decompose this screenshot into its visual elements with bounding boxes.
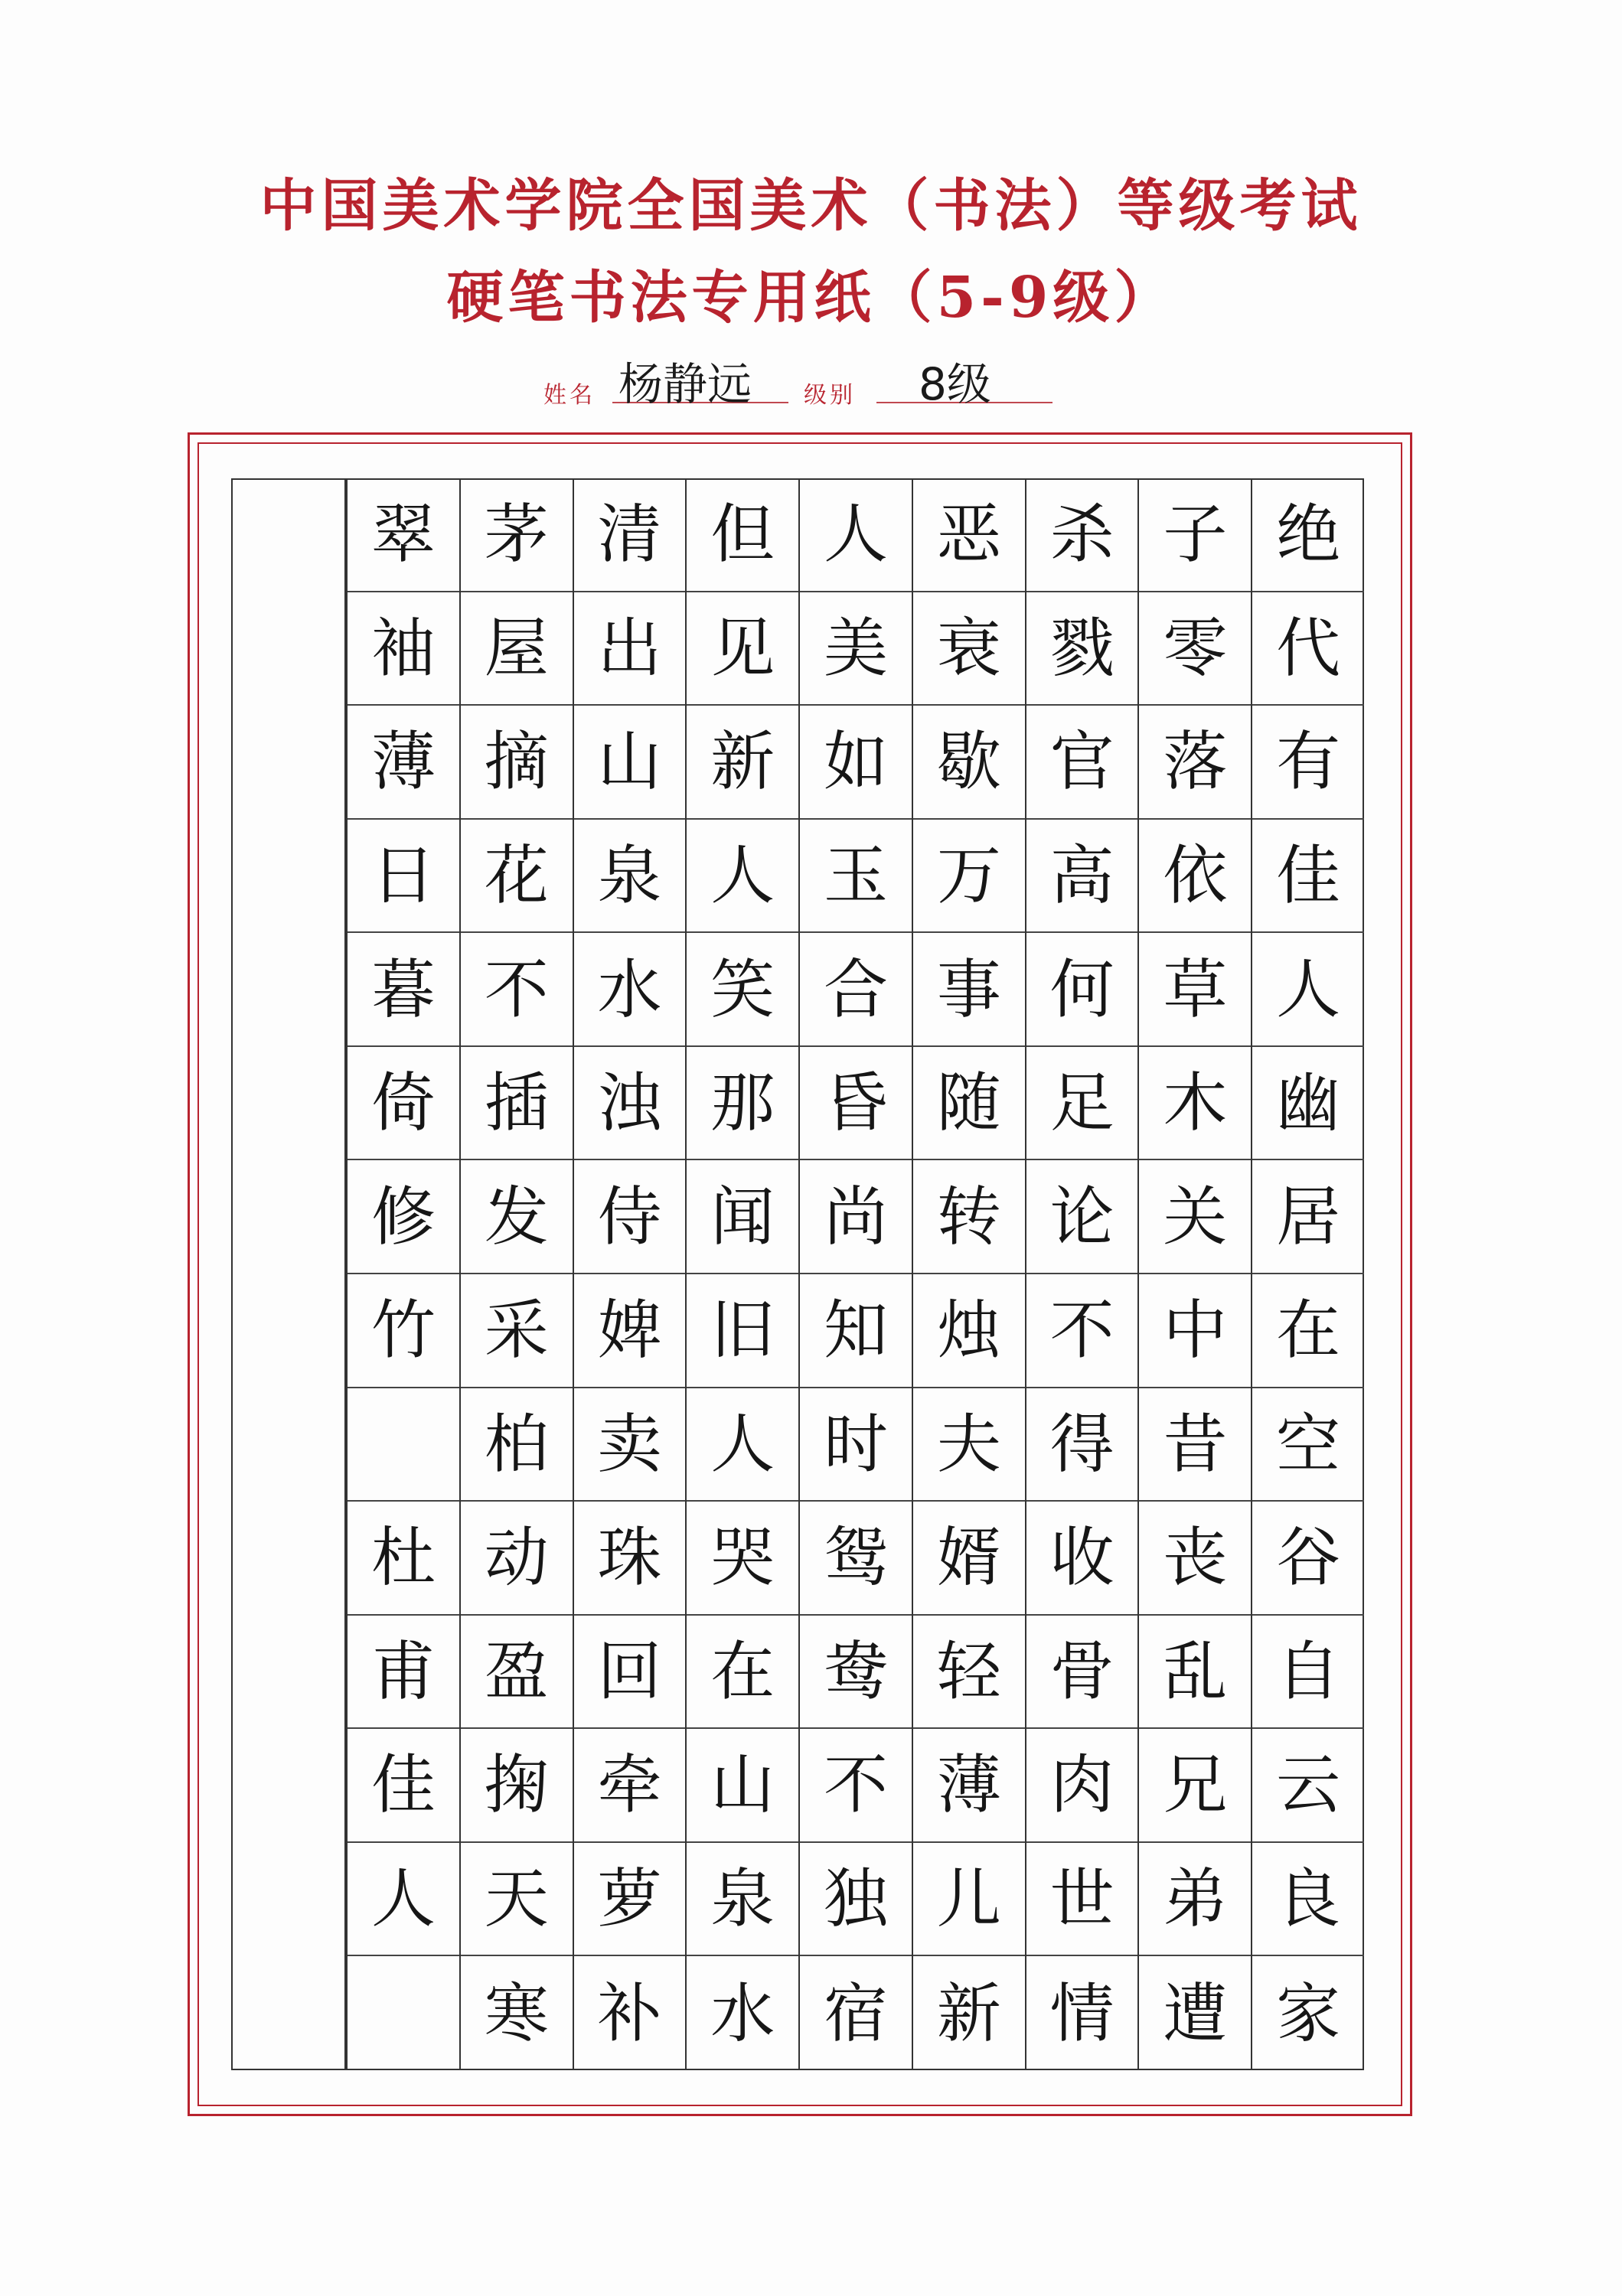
grid-column xyxy=(1025,478,1138,2070)
grid-cell: 佳 xyxy=(348,1729,459,1843)
grid-cell: 发 xyxy=(461,1160,573,1274)
grid-cell: 人 xyxy=(800,478,912,592)
grid-cell: 摘 xyxy=(461,706,573,820)
grid-cell: 山 xyxy=(574,706,686,820)
level-value: 8级 xyxy=(919,358,991,410)
grid-cell: 珠 xyxy=(574,1502,686,1616)
grid-cell: 云 xyxy=(1252,1729,1364,1843)
grid-cell: 人 xyxy=(348,1843,459,1957)
grid-cell xyxy=(348,1388,459,1502)
grid-cell: 杜 xyxy=(348,1502,459,1616)
grid-cell: 戮 xyxy=(1026,592,1138,706)
grid-cell: 日 xyxy=(348,820,459,934)
grid-cell: 中 xyxy=(1139,1274,1251,1388)
grid-cell xyxy=(348,1956,459,2070)
grid-cell: 足 xyxy=(1026,1047,1138,1161)
grid-cell: 茅 xyxy=(461,478,573,592)
grid-cell: 人 xyxy=(1252,933,1364,1047)
grid-cell: 论 xyxy=(1026,1160,1138,1274)
grid-cell: 人 xyxy=(687,1388,798,1502)
grid-column xyxy=(1251,478,1364,2070)
name-value: 杨静远 xyxy=(618,358,752,410)
grid-cell: 薄 xyxy=(348,706,459,820)
grid-cell: 萝 xyxy=(574,1843,686,1957)
grid-cell: 代 xyxy=(1252,592,1364,706)
grid-cell: 子 xyxy=(1139,478,1251,592)
grid-cell: 居 xyxy=(1252,1160,1364,1274)
grid-cell: 何 xyxy=(1026,933,1138,1047)
grid-cell: 零 xyxy=(1139,592,1251,706)
grid-cell: 山 xyxy=(687,1729,798,1843)
grid-cell: 水 xyxy=(574,933,686,1047)
grid-cell: 婿 xyxy=(913,1502,1025,1616)
grid-cell: 独 xyxy=(800,1843,912,1957)
grid-cell: 收 xyxy=(1026,1502,1138,1616)
grid-cell: 家 xyxy=(1276,1975,1341,2051)
grid-cell: 尚 xyxy=(800,1160,912,1274)
grid-cell: 轻 xyxy=(913,1616,1025,1730)
grid-cell: 甫 xyxy=(348,1616,459,1730)
grid-cell: 清 xyxy=(574,478,686,592)
grid-cell: 弟 xyxy=(1139,1843,1251,1957)
blank-margin-column xyxy=(231,478,346,2070)
grid-cell: 哭 xyxy=(687,1502,798,1616)
grid-cell: 官 xyxy=(1026,706,1138,820)
grid-cell: 暮 xyxy=(348,933,459,1047)
grid-cell: 骨 xyxy=(1026,1616,1138,1730)
grid-cell: 竹 xyxy=(348,1274,459,1388)
grid-cell: 乱 xyxy=(1139,1616,1251,1730)
grid-cell: 花 xyxy=(461,820,573,934)
grid-cell: 倚 xyxy=(348,1047,459,1161)
grid-cell: 高 xyxy=(1026,820,1138,934)
level-label: 级别 xyxy=(804,382,856,409)
grid-cell: 回 xyxy=(574,1616,686,1730)
grid-cell: 歇 xyxy=(913,706,1025,820)
grid-cell: 烛 xyxy=(913,1274,1025,1388)
grid-cell: 鸯 xyxy=(800,1616,912,1730)
grid-cell: 出 xyxy=(574,592,686,706)
grid-cell: 事 xyxy=(913,933,1025,1047)
grid-cell: 杀 xyxy=(1026,478,1138,592)
paper-subtitle: 硬笔书法专用纸（5-9级） xyxy=(446,265,1176,331)
grid-column xyxy=(912,478,1025,2070)
grid-cell: 侍 xyxy=(574,1160,686,1274)
grid-cell: 转 xyxy=(913,1160,1025,1274)
grid-cell: 不 xyxy=(800,1729,912,1843)
grid-cell: 补 xyxy=(597,1975,662,2051)
grid-cell: 自 xyxy=(1252,1616,1364,1730)
grid-cell: 丧 xyxy=(1139,1502,1251,1616)
grid-cell: 薄 xyxy=(913,1729,1025,1843)
grid-cell: 草 xyxy=(1139,933,1251,1047)
grid-cell: 木 xyxy=(1139,1047,1251,1161)
grid-cell: 合 xyxy=(800,933,912,1047)
grid-cell: 新 xyxy=(687,706,798,820)
grid-cell: 世 xyxy=(1026,1843,1138,1957)
grid-cell: 关 xyxy=(1139,1160,1251,1274)
grid-column xyxy=(1137,478,1251,2070)
grid-cell: 泉 xyxy=(687,1843,798,1957)
grid-cell: 在 xyxy=(687,1616,798,1730)
grid-cell: 有 xyxy=(1252,706,1364,820)
grid-cell: 幽 xyxy=(1252,1047,1364,1161)
grid-cell: 昏 xyxy=(800,1047,912,1161)
grid-cell: 那 xyxy=(687,1047,798,1161)
grid-column xyxy=(798,478,912,2070)
grid-cell: 随 xyxy=(913,1047,1025,1161)
grid-cell: 采 xyxy=(461,1274,573,1388)
grid-cell: 佳 xyxy=(1252,820,1364,934)
grid-cell: 不 xyxy=(461,933,573,1047)
grid-cell: 牵 xyxy=(574,1729,686,1843)
grid-column xyxy=(346,478,459,2070)
grid-cell: 寒 xyxy=(484,1975,549,2051)
grid-cell: 水 xyxy=(710,1975,775,2051)
grid-cell: 掬 xyxy=(461,1729,573,1843)
grid-cell: 玉 xyxy=(800,820,912,934)
grid-cell: 卖 xyxy=(574,1388,686,1502)
grid-cell: 遭 xyxy=(1163,1975,1228,2051)
grid-cell: 见 xyxy=(687,592,798,706)
grid-cell: 泉 xyxy=(574,820,686,934)
grid-cell: 如 xyxy=(800,706,912,820)
grid-column xyxy=(685,478,798,2070)
grid-cell: 盈 xyxy=(461,1616,573,1730)
grid-cell: 万 xyxy=(913,820,1025,934)
grid-cell: 闻 xyxy=(687,1160,798,1274)
grid-cell: 谷 xyxy=(1252,1502,1364,1616)
grid-cell: 落 xyxy=(1139,706,1251,820)
grid-cell: 屋 xyxy=(461,592,573,706)
grid-cell: 良 xyxy=(1252,1843,1364,1957)
grid-cell: 衰 xyxy=(913,592,1025,706)
grid-cell: 美 xyxy=(800,592,912,706)
grid-cell: 肉 xyxy=(1026,1729,1138,1843)
grid-cell: 笑 xyxy=(687,933,798,1047)
grid-cell: 得 xyxy=(1026,1388,1138,1502)
grid-cell: 绝 xyxy=(1252,478,1364,592)
grid-cell: 插 xyxy=(461,1047,573,1161)
grid-cell: 动 xyxy=(461,1502,573,1616)
grid-cell: 夫 xyxy=(913,1388,1025,1502)
grid-cell: 翠 xyxy=(348,478,459,592)
grid-cell: 宿 xyxy=(824,1975,889,2051)
grid-column xyxy=(573,478,686,2070)
grid-cell: 时 xyxy=(800,1388,912,1502)
grid-cell: 修 xyxy=(348,1160,459,1274)
grid-cell: 天 xyxy=(461,1843,573,1957)
grid-cell: 浊 xyxy=(574,1047,686,1161)
grid-cell: 新 xyxy=(936,1975,1001,2051)
grid-cell: 知 xyxy=(800,1274,912,1388)
grid-cell: 依 xyxy=(1139,820,1251,934)
grid-cell: 兄 xyxy=(1139,1729,1251,1843)
grid-cell: 人 xyxy=(687,820,798,934)
grid-cell: 不 xyxy=(1026,1274,1138,1388)
character-columns xyxy=(346,478,1364,2070)
grid-cell: 昔 xyxy=(1139,1388,1251,1502)
grid-cell: 但 xyxy=(687,478,798,592)
name-label: 姓名 xyxy=(543,382,596,409)
grid-column xyxy=(459,478,573,2070)
candidate-info xyxy=(536,348,1118,409)
grid-cell: 袖 xyxy=(348,592,459,706)
grid-cell: 鸳 xyxy=(800,1502,912,1616)
grid-cell: 恶 xyxy=(913,478,1025,592)
grid-cell: 在 xyxy=(1252,1274,1364,1388)
grid-cell: 儿 xyxy=(913,1843,1025,1957)
grid-cell: 旧 xyxy=(687,1274,798,1388)
grid-cell: 柏 xyxy=(461,1388,573,1502)
grid-cell: 婢 xyxy=(574,1274,686,1388)
paper-title: 中国美术学院全国美术（书法）等级考试 xyxy=(259,173,1363,239)
grid-cell: 情 xyxy=(1049,1975,1115,2051)
grid-cell: 空 xyxy=(1252,1388,1364,1502)
